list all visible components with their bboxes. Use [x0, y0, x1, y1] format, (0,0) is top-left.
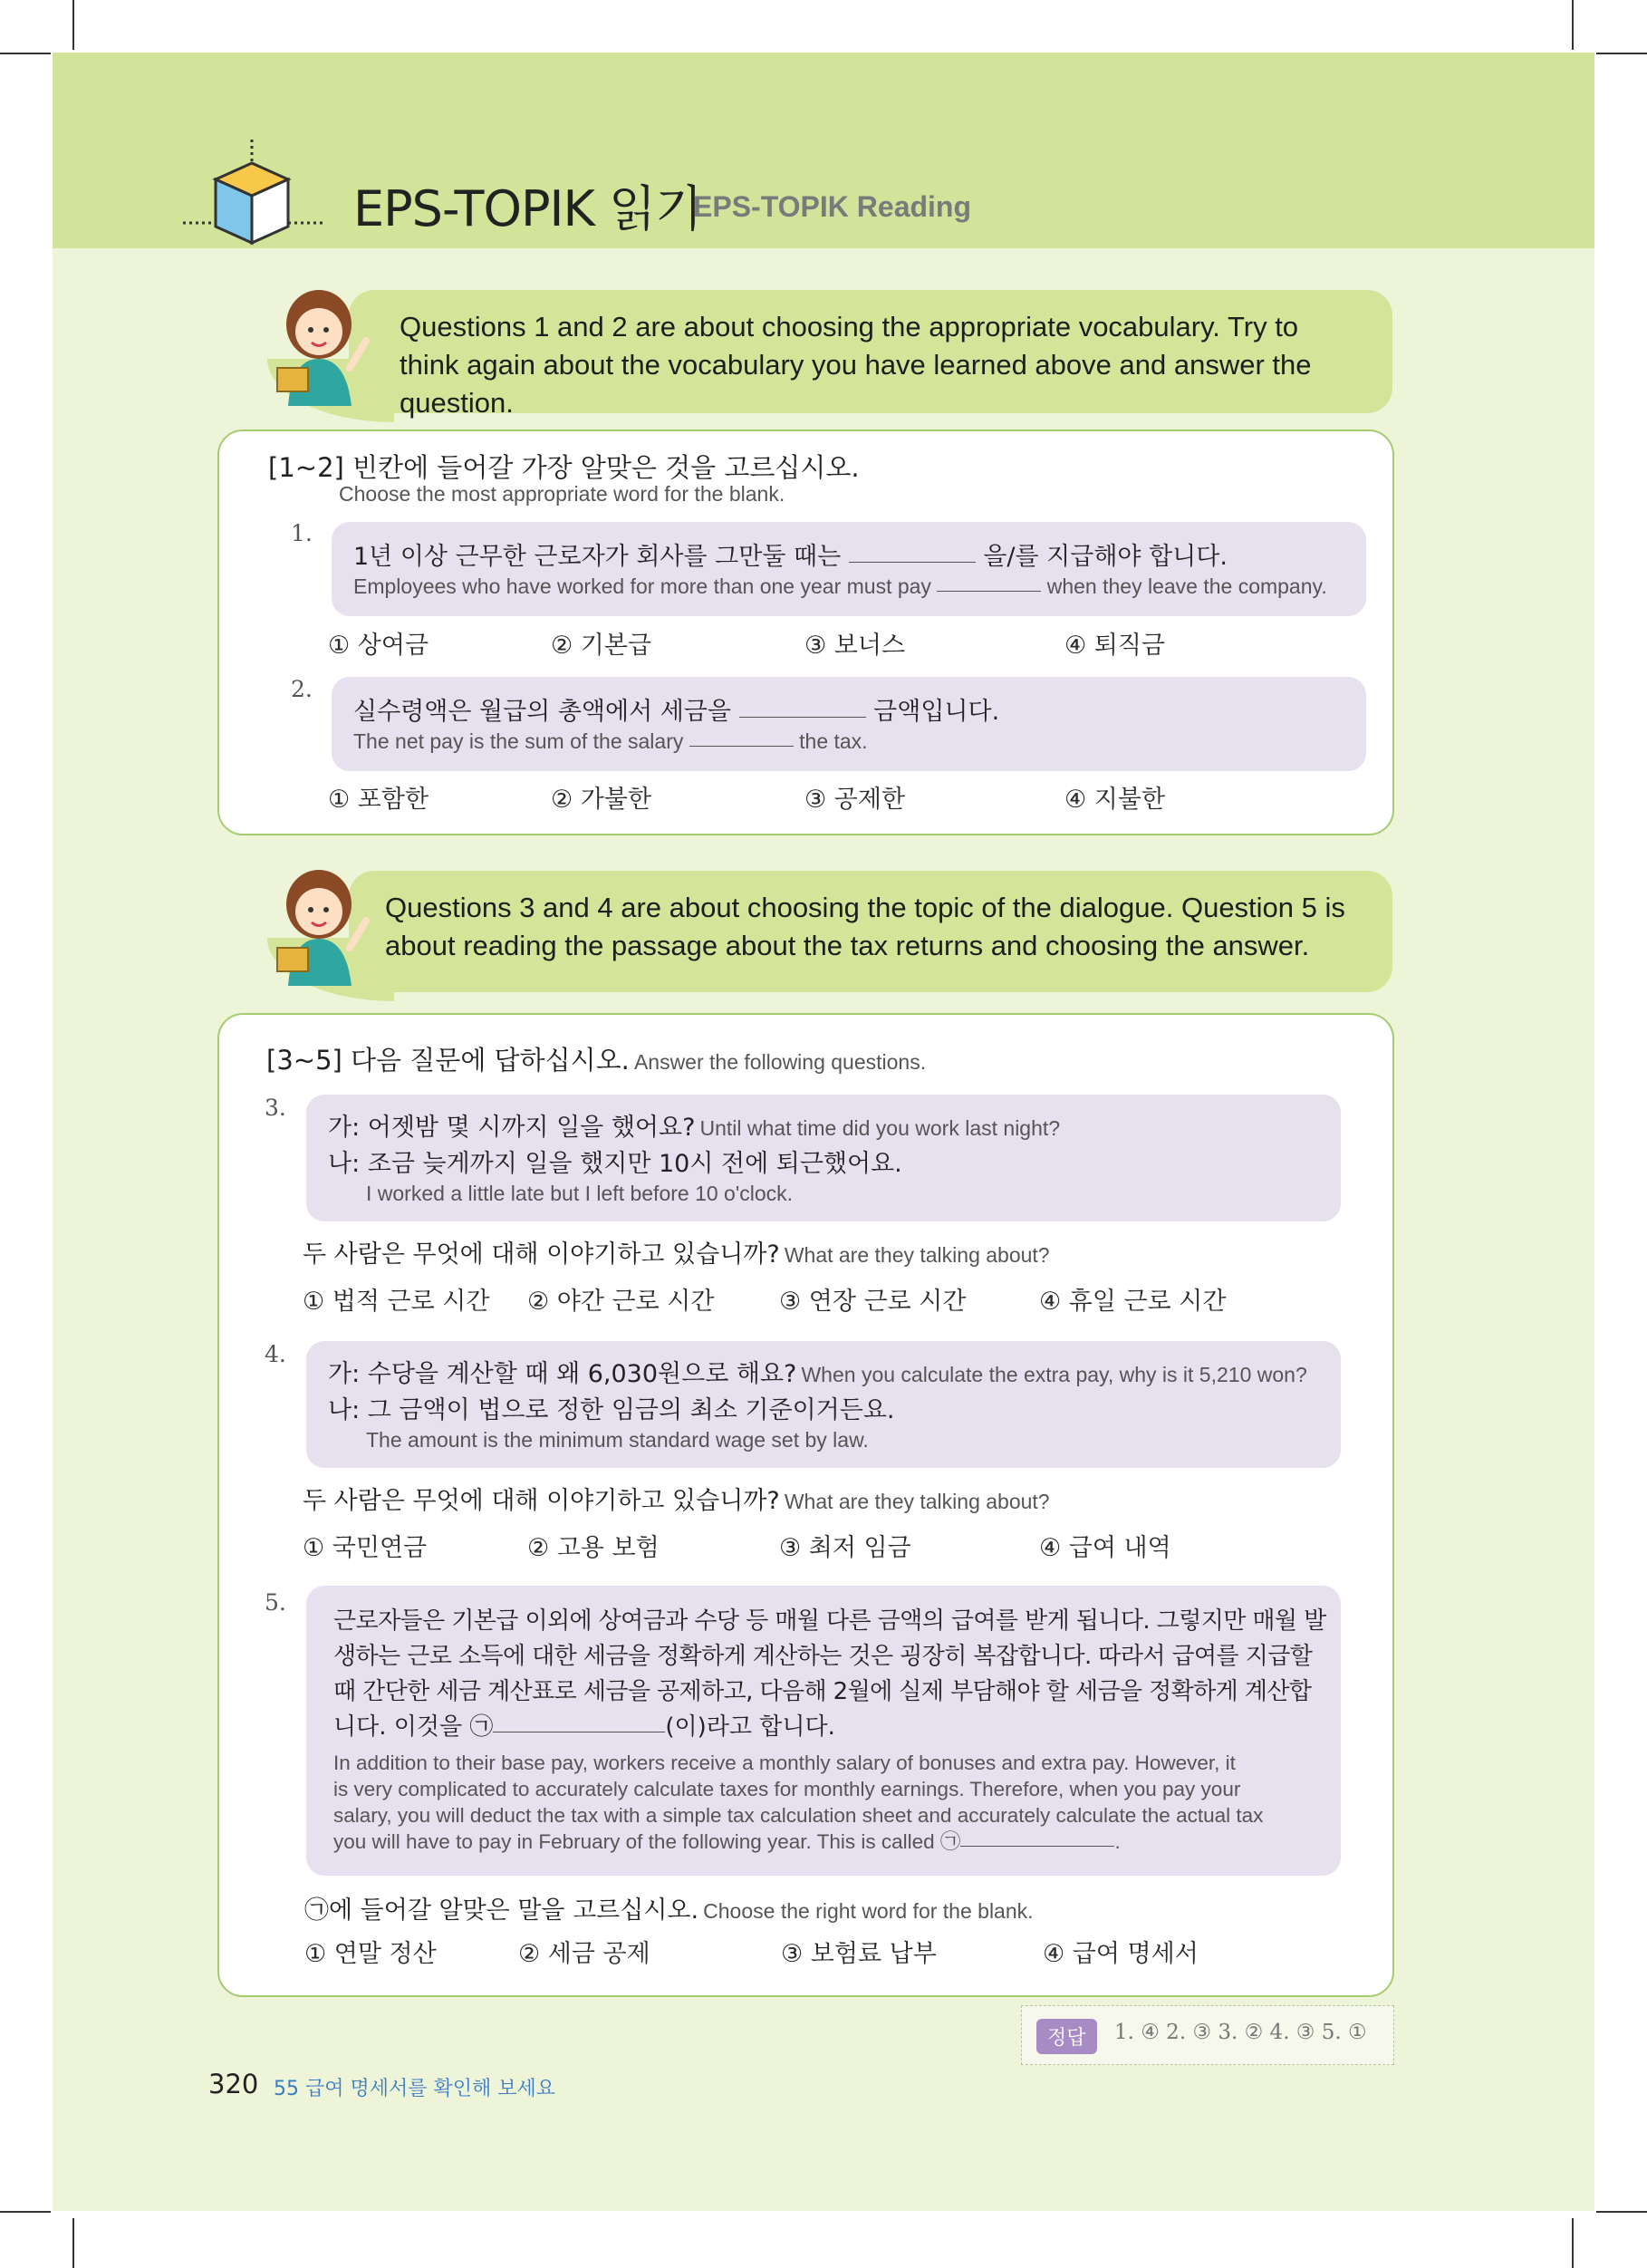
passage-kr-line: 때 간단한 세금 계산표로 세금을 공제하고, 다음해 2월에 실제 부담해야 할 세금을 정확하게 계산합	[333, 1678, 1312, 1705]
option: ① 국민연금	[303, 1534, 428, 1562]
answer-blank	[849, 561, 976, 563]
question-number: 5.	[265, 1589, 286, 1616]
question-number: 1.	[291, 520, 313, 546]
option: ② 세금 공제	[518, 1940, 650, 1968]
prompt-kr: ㉠에 들어갈 알맞은 말을 고르십시오.	[304, 1896, 699, 1925]
option: ③ 보험료 납부	[781, 1940, 937, 1968]
option: ① 포함한	[328, 786, 429, 814]
page-subtitle: EPS-TOPIK Reading	[693, 190, 972, 223]
answer-label: 정답	[1036, 2019, 1097, 2054]
crop-mark	[1572, 0, 1574, 50]
passage-en-line: is very complicated to accurately calculate taxes for monthly earnings. Therefore, when you pay your	[333, 1778, 1241, 1800]
option: ② 가불한	[551, 786, 652, 814]
option: ② 야간 근로 시간	[527, 1288, 715, 1316]
section2-instruction-kr: [3~5] 다음 질문에 답하십시오.	[266, 1045, 630, 1076]
crop-mark	[0, 53, 51, 54]
question-number: 3.	[265, 1095, 286, 1121]
passage-en-line: In addition to their base pay, workers receive a monthly salary of bonuses and extra pay. However, it	[333, 1752, 1236, 1774]
prompt-en: What are they talking about?	[784, 1243, 1050, 1267]
dialogue-b-en: The amount is the minimum standard wage set by law.	[366, 1428, 869, 1452]
q2-english-after: the tax.	[799, 729, 868, 753]
option: ① 상여금	[328, 632, 429, 660]
crop-mark	[1596, 2211, 1647, 2213]
option: ④ 급여 내역	[1039, 1534, 1171, 1562]
option: ③ 최저 임금	[779, 1534, 911, 1562]
dialogue-b-en: I worked a little late but I left before 10 o'clock.	[366, 1182, 794, 1205]
answer-key	[1021, 2005, 1394, 2065]
crop-mark	[1596, 53, 1647, 54]
prompt-en: Choose the right word for the blank.	[703, 1899, 1034, 1923]
q2-english	[353, 729, 868, 754]
option: ③ 공제한	[804, 786, 906, 814]
passage-kr-line: 근로자들은 기본급 이외에 상여금과 수당 등 매월 다른 금액의 급여를 받게 됩니다. 그렇지만 매월 발	[333, 1607, 1326, 1635]
page-number: 320	[208, 2069, 259, 2099]
question-prompt	[303, 1481, 1050, 1516]
answer-blank	[937, 590, 1041, 592]
chapter-title: 55 급여 명세서를 확인해 보세요	[274, 2078, 555, 2100]
prompt-kr: 두 사람은 무엇에 대해 이야기하고 있습니까?	[303, 1240, 780, 1269]
section2-instruction-en: Answer the following questions.	[633, 1050, 927, 1074]
tip-bubble	[349, 871, 1392, 992]
q1-english	[353, 574, 1327, 599]
passage-kr-after: (이)라고 합니다.	[665, 1713, 835, 1741]
tip-bubble	[349, 290, 1392, 419]
passage-kr-before: 니다. 이것을 ㉠	[333, 1713, 494, 1741]
dialogue-line-b: 나: 조금 늦게까지 일을 했지만 10시 전에 퇴근했어요.	[328, 1150, 902, 1178]
teacher-icon	[272, 868, 371, 986]
option: ④ 급여 명세서	[1043, 1940, 1199, 1968]
passage-en-after: .	[1114, 1830, 1121, 1853]
dialogue-a-en: Until what time did you work last night?	[699, 1116, 1061, 1140]
passage-kr-last-line	[333, 1708, 835, 1742]
dialogue-line-b: 나: 그 금액이 법으로 정한 임금의 최소 기준이거든요.	[328, 1396, 895, 1424]
option: ③ 연장 근로 시간	[779, 1288, 967, 1316]
q1-korean-after: 을/를 지급해야 합니다.	[983, 543, 1228, 571]
passage-en-last-line	[333, 1829, 1121, 1855]
prompt-kr: 두 사람은 무엇에 대해 이야기하고 있습니까?	[303, 1487, 780, 1515]
q2-korean-after: 금액입니다.	[873, 698, 1000, 726]
option: ④ 지불한	[1064, 786, 1166, 814]
passage-en-line: salary, you will deduct the tax with a simple tax calculation sheet and accurately calculate the actual tax	[333, 1804, 1264, 1827]
cube-icon	[181, 136, 326, 254]
option: ① 법적 근로 시간	[303, 1288, 490, 1316]
question-prompt	[304, 1890, 1034, 1925]
option: ④ 퇴직금	[1064, 632, 1166, 660]
option: ② 고용 보험	[527, 1534, 660, 1562]
crop-mark	[72, 0, 74, 50]
q2-korean	[353, 691, 999, 727]
q2-korean-before: 실수령액은 월급의 총액에서 세금을	[353, 698, 731, 726]
answer-text: 1. ④ 2. ③ 3. ② 4. ③ 5. ①	[1114, 2021, 1367, 2044]
dialogue-a-kr: 가: 어젯밤 몇 시까지 일을 했어요?	[328, 1114, 696, 1142]
page-title: EPS-TOPIK 읽기	[353, 180, 702, 237]
question-number: 2.	[291, 676, 313, 702]
crop-mark	[0, 2211, 51, 2213]
dialogue-line-a	[328, 1107, 1060, 1143]
option: ③ 보너스	[804, 632, 906, 660]
answer-blank	[960, 1845, 1114, 1847]
option: ① 연말 정산	[304, 1940, 437, 1968]
q1-english-before: Employees who have worked for more than one year must pay	[353, 574, 931, 598]
crop-mark	[1572, 2218, 1574, 2268]
question-number: 4.	[265, 1341, 286, 1367]
section1-instruction-en: Choose the most appropriate word for the blank.	[339, 482, 785, 506]
passage-en-before: you will have to pay in February of the following year. This is called ㉠	[333, 1830, 961, 1853]
tip-text: Questions 3 and 4 are about choosing the topic of the dialogue. Question 5 is about reading the passage about the tax returns and choosing the answer.	[385, 892, 1345, 961]
passage-kr-line: 생하는 근로 소득에 대한 세금을 정확하게 계산하는 것은 굉장히 복잡합니다. 따라서 급여를 지급할	[333, 1643, 1313, 1670]
question-prompt	[303, 1234, 1050, 1269]
section2-instruction	[266, 1040, 926, 1077]
q1-korean	[353, 536, 1228, 572]
dialogue-line-a	[328, 1354, 1307, 1389]
option: ④ 휴일 근로 시간	[1039, 1288, 1227, 1316]
answer-blank	[689, 745, 794, 747]
option: ② 기본급	[551, 632, 652, 660]
tip-text: Questions 1 and 2 are about choosing the appropriate vocabulary. Try to think again about the vocabulary you have learned above and answer the question.	[400, 311, 1312, 419]
q1-korean-before: 1년 이상 근무한 근로자가 회사를 그만둘 때는	[353, 543, 842, 571]
teacher-icon	[272, 288, 371, 406]
answer-blank	[739, 716, 866, 718]
q1-english-after: when they leave the company.	[1046, 574, 1327, 598]
dialogue-a-kr: 가: 수당을 계산할 때 왜 6,030원으로 해요?	[328, 1360, 797, 1388]
section1-instruction: [1~2] 빈칸에 들어갈 가장 알맞은 것을 고르십시오.	[268, 452, 860, 483]
crop-mark	[72, 2218, 74, 2268]
q2-english-before: The net pay is the sum of the salary	[353, 729, 684, 753]
answer-blank	[493, 1731, 665, 1732]
dialogue-a-en: When you calculate the extra pay, why is it 5,210 won?	[801, 1363, 1307, 1386]
prompt-en: What are they talking about?	[784, 1490, 1050, 1513]
